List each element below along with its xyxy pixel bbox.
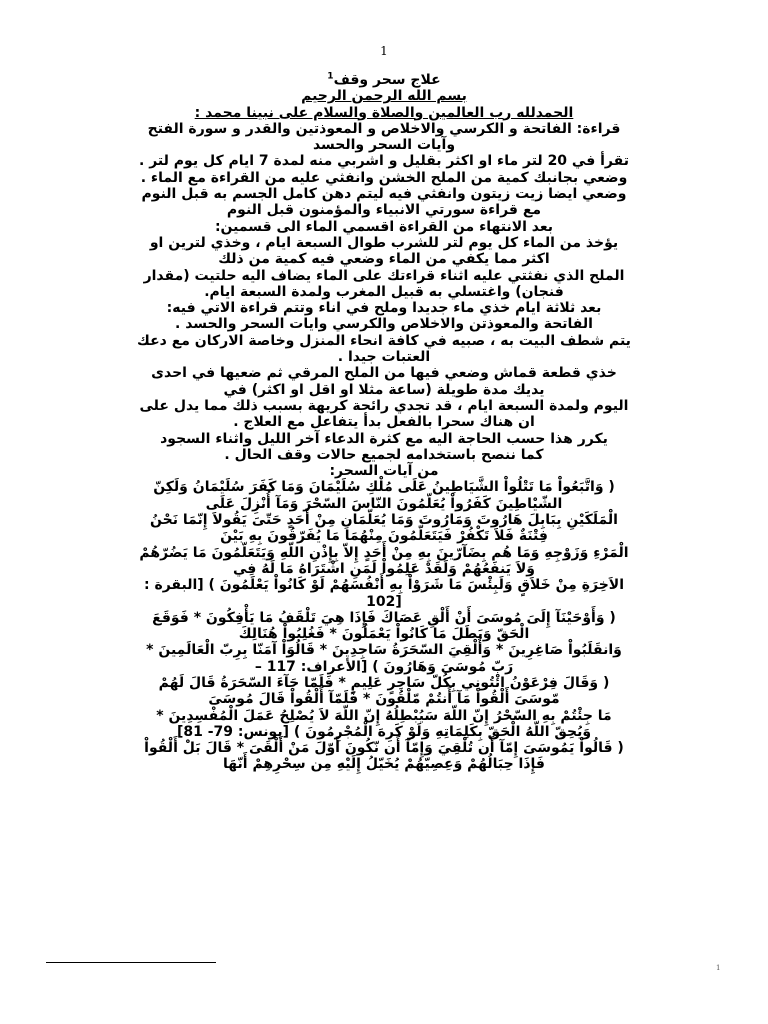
text-line: خذي قطعة قماش وضعي فيها من الملح المرقي ثم ضعيها في احدى <box>151 365 617 382</box>
verse-line: الْمَلَكَيْنِ بِبَابِلَ هَارُوتَ وَمَارُوتَ وَمَا يُعَلّمَانِ مِنْ أَحَدٍ حَتّىَ يَقُولاَ إِنّمَا نَحْنُ <box>150 512 618 529</box>
hamdala: الحمدلله رب العالمين والصلاة والسلام على نبينا محمد : <box>194 104 574 121</box>
footnote-reference: 1 <box>327 71 334 82</box>
text-line: يكرر هذا حسب الحاجة اليه مع كثرة الدعاء آخر الليل واثناء السجود <box>160 430 608 447</box>
text-line: يديك مدة طويلة (ساعة مثلا او اقل او اكثر) في <box>223 381 545 398</box>
verse-line: فَإِذَا حِبَالُهُمْ وَعِصِيّهُمْ يُخَيّلُ إِلَيْهِ مِن سِحْرِهِمْ أَنّهَا <box>223 756 545 773</box>
text-line: وآيات السحر والحسد <box>312 137 456 154</box>
text-line: يؤخذ من الماء كل يوم لتر للشرب طوال السبعة ايام ، وخذي لترين او <box>149 234 619 251</box>
text-line: العتبات جيدا . <box>337 349 431 366</box>
text-line: تقرأ في 20 لتر ماء او اكثر بقليل و اشربي منه لمدة 7 ايام كل يوم لتر . <box>139 153 629 170</box>
text-line: ان هناك سحرا بالفعل بدأ يتفاعل مع العلاج . <box>233 414 535 431</box>
verse-line: وَيُحِقّ اللّهُ الْحَقّ بِكَلِمَاتِهِ وَلَوْ كَرِهَ الْمُجْرِمُونَ ) [يونس: 79- 81] <box>176 723 592 740</box>
verse-line: ( وَاتَّبَعُواْ مَا تَتْلُواْ الشَّيَاطِينُ عَلَى مُلْكِ سُلَيْمَانَ وَمَا كَفَرَ سُلَيْمَانُ وَلَكِنّ <box>153 479 615 496</box>
text-line: اكثر مما يكفي من الماء وضعي فيه كمية من ذلك <box>218 251 550 268</box>
verse-line: ( وَأَوْحَيْنَآ إِلَىَ مُوسَىَ أَنْ أَلْقِ عَصَاكَ فَإِذَا هِيَ تَلْقَفُ مَا يَأْفِكُونَ * فَوَقَعَ <box>152 609 616 626</box>
basmala: بسم الله الرحمن الرحيم <box>301 88 467 105</box>
text-line: كما ننصح باستخدامه لجميع حالات وقف الحال . <box>224 446 544 463</box>
text-line: قراءة: الفاتحة و الكرسي والاخلاص و المعوذتين والقدر و سورة الفتح <box>147 120 621 137</box>
verse-line: مَا جِئْتُمْ بِهِ السّحْرُ إِنّ اللّهَ سَيُبْطِلُهُ إِنّ اللّهَ لاَ يُصْلِحُ عَمَلَ الْمُفْسِدِينَ * <box>156 707 612 724</box>
document-title <box>44 72 724 88</box>
verse-line: مّوسَىَ أَلْقُواْ مَآ أَنتُمْ مّلْقُونَ * فَلَمّآ أَلْقُواْ قَالَ مُوسَىَ <box>208 691 560 708</box>
verse-line: ( قَالُواْ يَمُوسَىَ إِمّآ أَن تُلْقِيَ وَإِمّآ أَن نّكُونَ أَوّلَ مَنْ أَلْقَىَ * قَالَ بَلْ أَلْقُواْ <box>144 740 624 757</box>
footnote-separator <box>46 962 216 963</box>
verse-line: فِتْنَةٌ فَلاَ تَكْفُرْ فَيَتَعَلّمُونَ مِنْهُمَا مَا يُفَرّقُونَ بِهِ بَيْنَ <box>220 528 548 545</box>
verse-line: الاَخِرَةِ مِنْ خَلاَقٍ وَلَبِئْسَ مَا شَرَوْاْ بِهِ أَنْفُسَهُمْ لَوْ كَانُواْ يَعْلَمُونَ ) [البقرة : <box>143 577 625 594</box>
text-line: الملح الذي نفثتي عليه اثناء قراءتك على الماء يضاف اليه حلتيت (مقدار <box>143 267 625 284</box>
text-line: الفاتحة والمعوذتن والاخلاص والكرسي وايات السحر والحسد . <box>175 316 593 333</box>
verse-line: الْحَقّ وَبَطَلَ مَا كَانُواْ يَعْمَلُونَ * فَغُلِبُواْ هُنَالِكَ <box>238 626 530 643</box>
section-heading: من آيات السحر: <box>329 463 439 480</box>
title-text: علاج سحر وقف <box>333 72 441 88</box>
page-number: 1 <box>380 44 388 58</box>
verse-line: ( وَقَالَ فِرْعَوْنُ ائْتُونِي بِكُلّ سَاحِرٍ عَلِيمٍ * فَلَمّا جَآءَ السّحَرَةُ قَالَ لَهُمْ <box>158 674 610 691</box>
text-line: يتم شطف البيت به ، صبيه في كافة انحاء المنزل وخاصة الاركان مع دعك <box>137 332 631 349</box>
text-line: فنجان) واغتسلي به قبيل المغرب ولمدة السبعة ايام. <box>204 283 564 300</box>
text-line: وضعي بجانبك كمية من الملح الخشن وانفثي عليه من القراءة مع الماء . <box>140 169 628 186</box>
verse-line: وَانقَلَبُواْ صَاغِرِينَ * وَأُلْقِيَ السّحَرَةُ سَاجِدِينَ * قَالُوَاْ آمَنّا بِرِبّ الْعَالَمِينَ * <box>146 642 622 659</box>
text-line: بعد الانتهاء من القراءة اقسمي الماء الى قسمين: <box>214 218 554 235</box>
text-line: اليوم ولمدة السبعة ايام ، قد تجدي رائحة كريهة بسبب ذلك مما يدل على <box>139 397 629 414</box>
text-line: مع قراءة سورتي الانبياء والمؤمنون قبل النوم <box>226 202 542 219</box>
verse-line: رَبّ مُوسَىَ وَهَارُونَ ) [الأعراف: 117 – <box>254 658 514 675</box>
verse-line: [102 <box>366 593 402 610</box>
document-body <box>44 72 724 773</box>
text-line: بعد ثلاثة ايام خذي ماء جديدا وملح في اناء وتتم قراءة الاتي فيه: <box>166 300 602 317</box>
verse-line: الْمَرْءِ وَزَوْجِهِ وَمَا هُم بِضَآرّينَ بِهِ مِنْ أَحَدٍ إِلاّ بِإِذْنِ اللّهِ وَيَتَعَلّمُونَ مَا يَضُرّهُمْ <box>139 544 629 561</box>
verse-line: الشّيْاطِينَ كَفَرُواْ يُعَلّمُونَ النّاسَ السّحْرَ وَمَآ أُنْزِلَ عَلَى <box>205 495 563 512</box>
text-line: وضعي ايضا زيت زيتون وانفثي فيه ليتم دهن كامل الجسم به قبل النوم <box>141 186 627 203</box>
footnote-number: 1 <box>716 964 721 972</box>
verse-line: وَلاَ يَنفَعُهُمْ وَلَقَدْ عَلِمُواْ لَمَنِ اشْتَرَاهُ مَا لَهُ فِي <box>233 560 535 577</box>
